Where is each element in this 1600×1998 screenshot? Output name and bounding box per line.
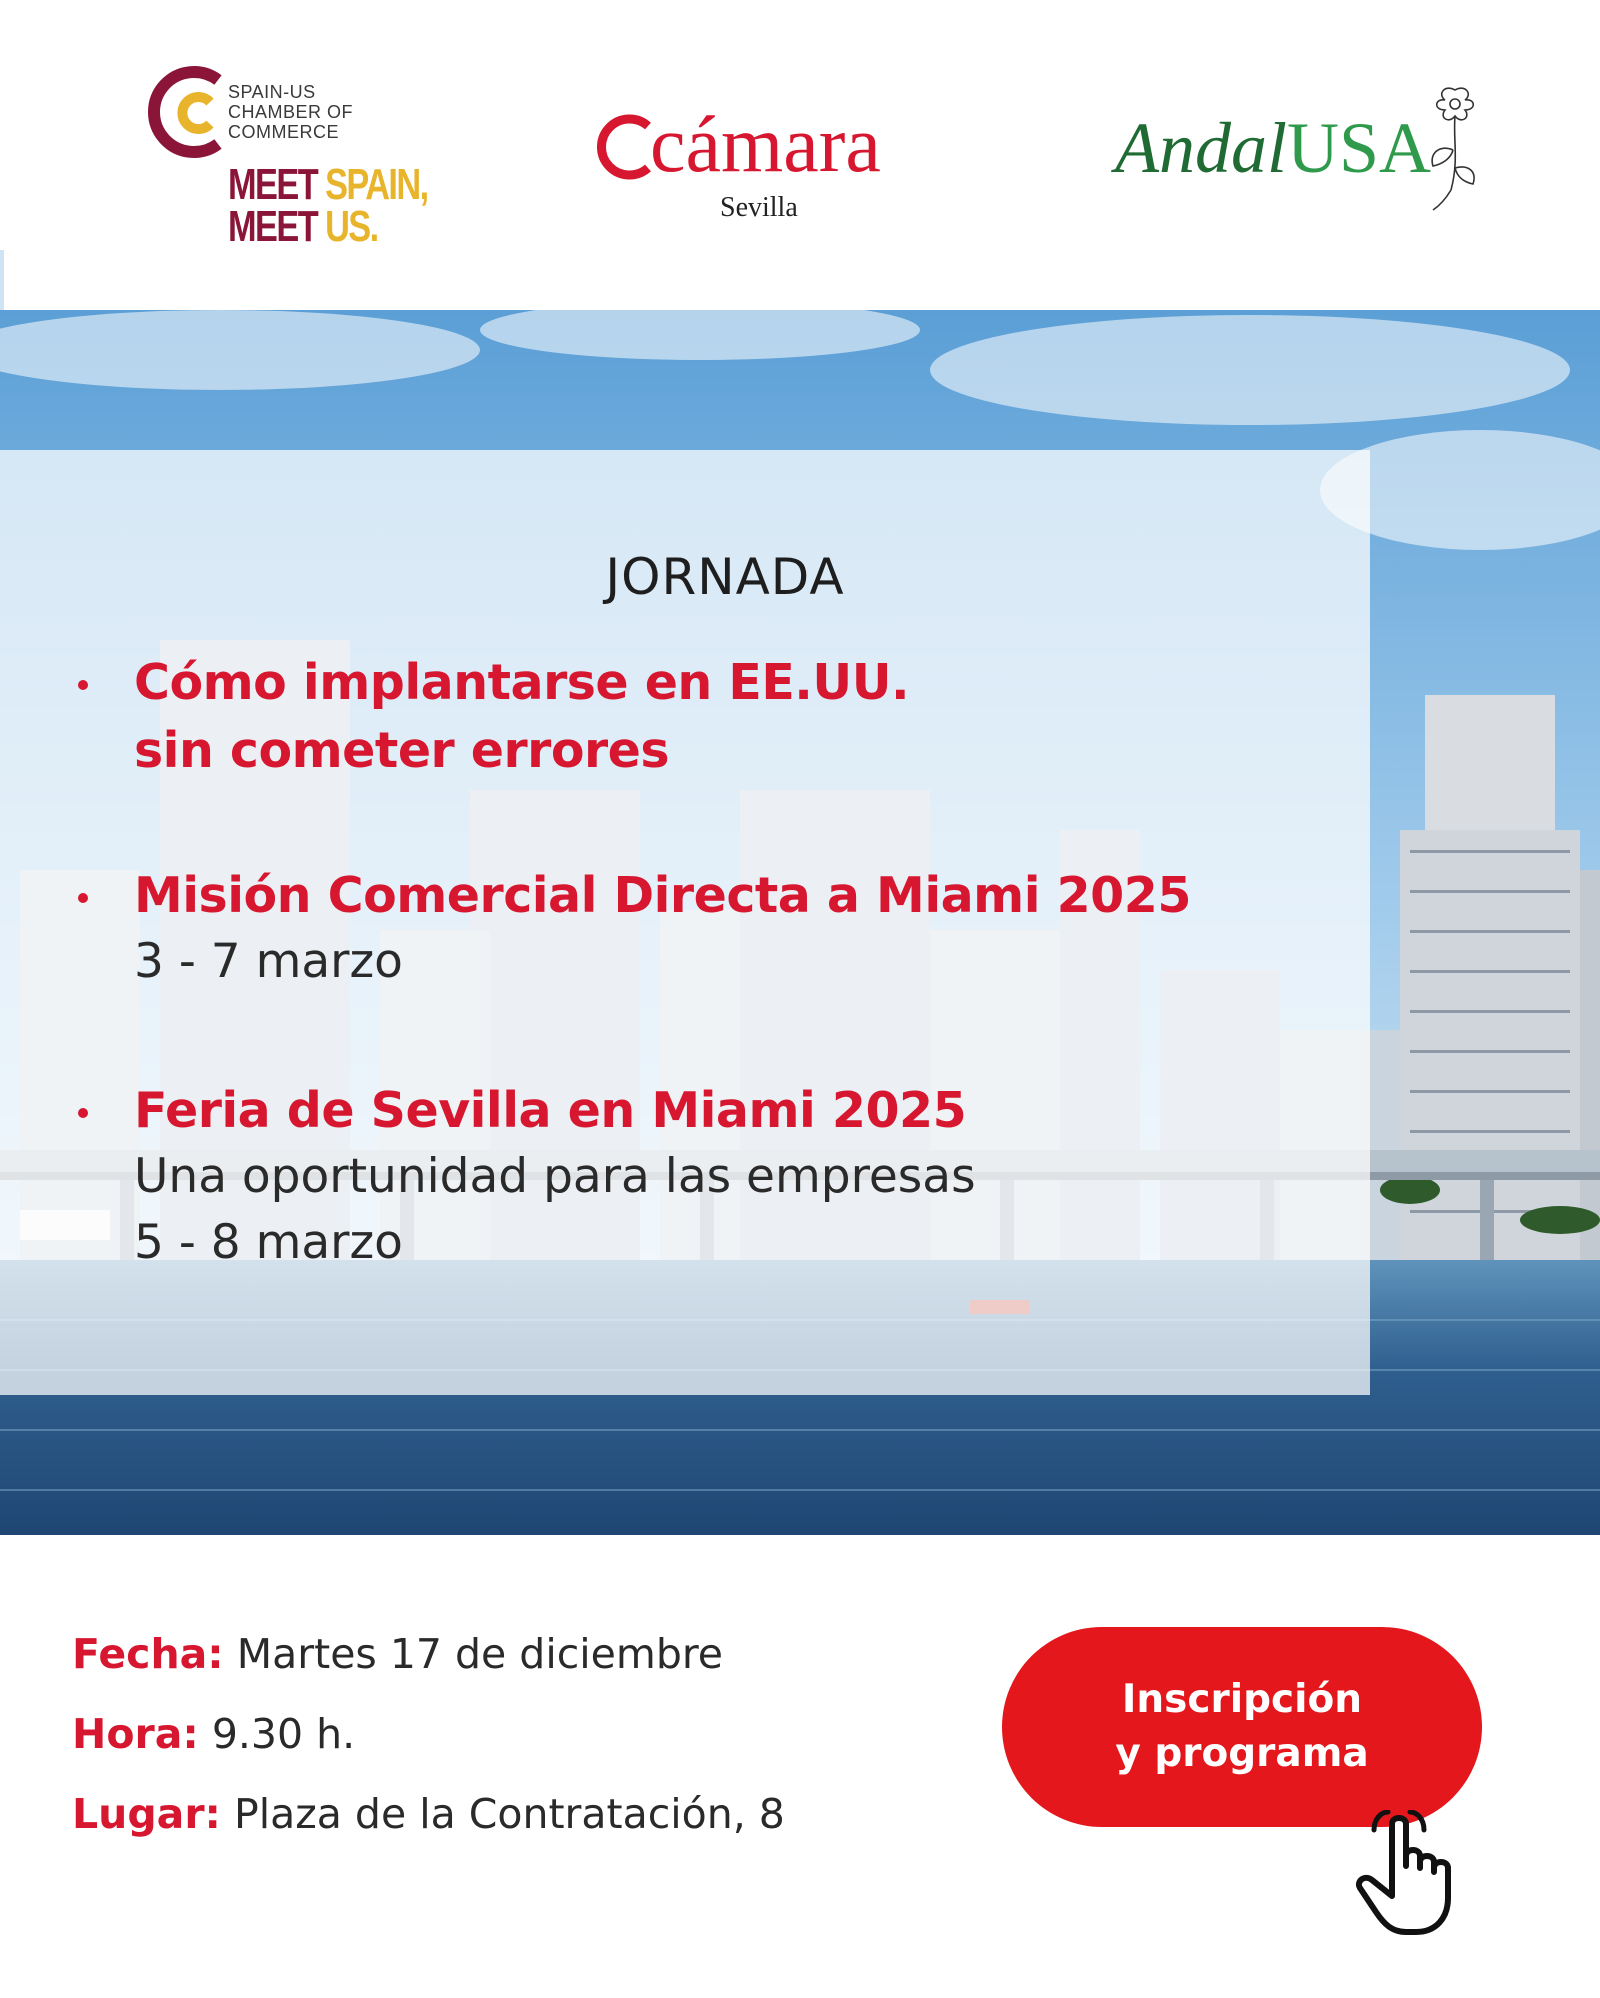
- camara-wordmark: cámara: [650, 101, 881, 189]
- event-kicker: JORNADA: [605, 548, 845, 606]
- andalusa-logo: [1115, 80, 1495, 230]
- event-item-subtitle: Una oportunidad para las empresas: [134, 1149, 976, 1204]
- event-item-title: sin cometer errores: [134, 722, 670, 779]
- spain-us-slogan: MEET SPAIN, MEET US.: [228, 160, 428, 251]
- hand-pointer-icon: [1352, 1810, 1482, 1940]
- detail-lugar: Lugar: Plaza de la Contratación, 8: [72, 1790, 785, 1838]
- spain-us-chamber-logo: [140, 60, 460, 260]
- detail-fecha: Fecha: Martes 17 de diciembre: [72, 1630, 724, 1678]
- event-item-date: 3 - 7 marzo: [134, 934, 403, 989]
- event-item-title: Feria de Sevilla en Miami 2025: [134, 1082, 967, 1139]
- logo-header: [0, 0, 1600, 310]
- camara-city: Sevilla: [720, 192, 798, 223]
- side-accent: [0, 250, 4, 310]
- bullet-icon: [78, 893, 88, 903]
- spain-us-name: SPAIN-US CHAMBER OF COMMERCE: [228, 82, 354, 142]
- event-item-date: 5 - 8 marzo: [134, 1215, 403, 1270]
- flower-icon: [1415, 80, 1495, 220]
- bullet-icon: [78, 1108, 88, 1118]
- event-item-title: Cómo implantarse en EE.UU.: [134, 654, 910, 711]
- andalusa-wordmark: AndalUSA: [1115, 108, 1432, 188]
- spain-us-c-mark-icon: [140, 62, 240, 162]
- event-item-title: Misión Comercial Directa a Miami 2025: [134, 867, 1191, 924]
- detail-hora: Hora: 9.30 h.: [72, 1710, 356, 1758]
- camara-sevilla-logo: [592, 101, 932, 234]
- bullet-icon: [78, 680, 88, 690]
- registration-button[interactable]: Inscripción y programa: [1002, 1627, 1482, 1827]
